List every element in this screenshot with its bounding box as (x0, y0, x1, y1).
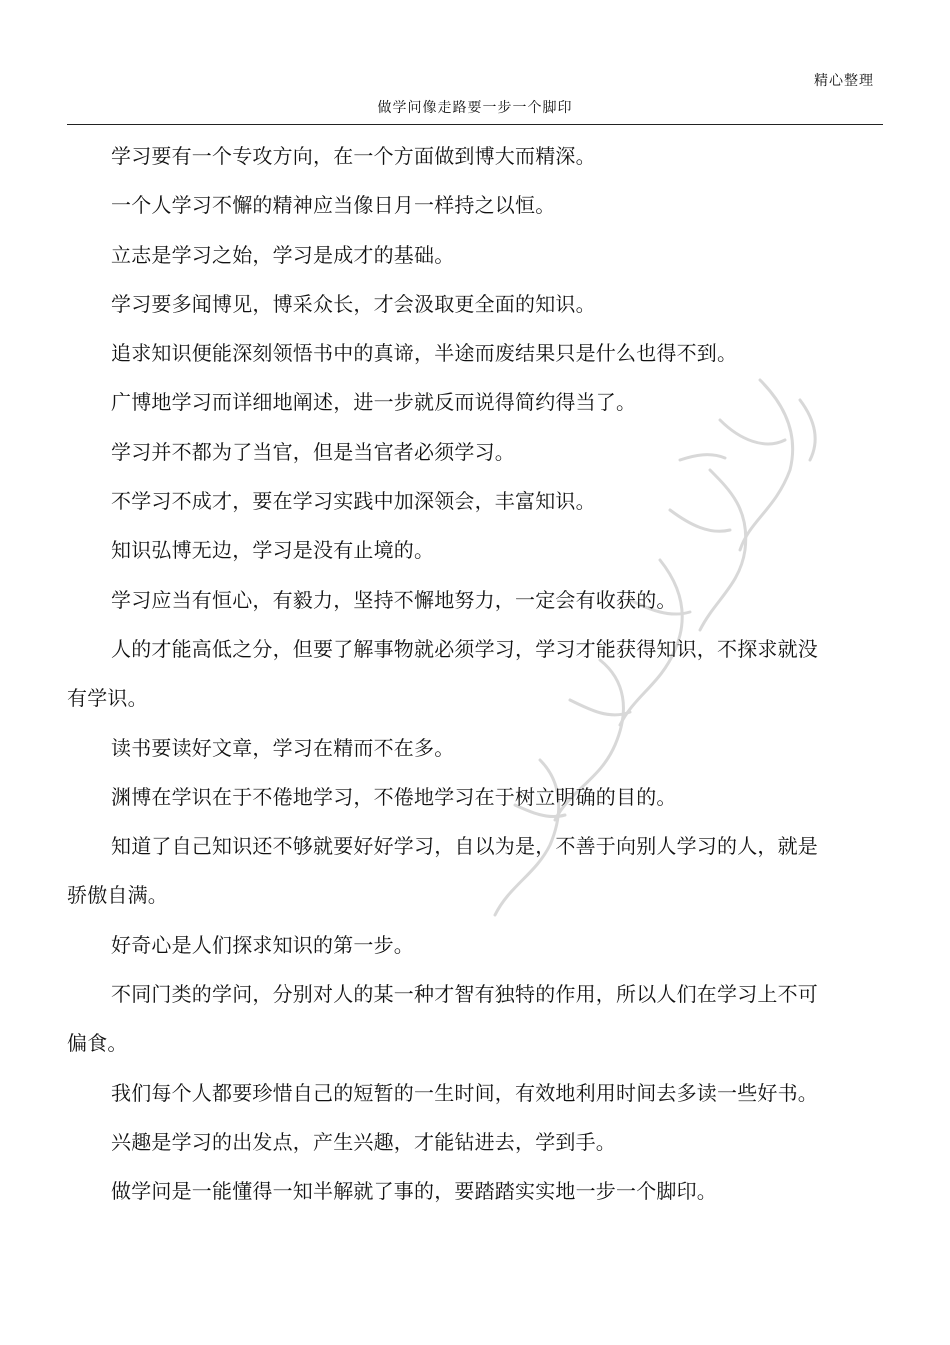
paragraph: 读书要读好文章，学习在精而不在多。 (111, 735, 455, 760)
paragraph: 立志是学习之始，学习是成才的基础。 (111, 242, 455, 267)
paragraph: 一个人学习不懈的精神应当像日月一样持之以恒。 (111, 193, 556, 218)
paragraph: 我们每个人都要珍惜自己的短暂的一生时间，有效地利用时间去多读一些好书。 (111, 1080, 818, 1105)
paragraph: 不学习不成才，要在学习实践中加深领会，丰富知识。 (111, 489, 596, 514)
paragraph: 好奇心是人们探求知识的第一步。 (111, 932, 414, 957)
header-label: 精心整理 (814, 73, 874, 89)
paragraph: 知道了自己知识还不够就要好好学习，自以为是，不善于向别人学习的人，就是骄傲自满。 (67, 834, 818, 908)
paragraph: 不同门类的学问，分别对人的某一种才智有独特的作用，所以人们在学习上不可偏食。 (67, 982, 818, 1056)
header-divider (67, 124, 883, 125)
paragraph: 追求知识便能深刻领悟书中的真谛，半途而废结果只是什么也得不到。 (111, 341, 738, 366)
paragraph: 学习要多闻博见，博采众长，才会汲取更全面的知识。 (111, 291, 596, 316)
paragraph: 渊博在学识在于不倦地学习，不倦地学习在于树立明确的目的。 (111, 784, 677, 809)
paragraph: 学习要有一个专攻方向，在一个方面做到博大而精深。 (111, 144, 596, 168)
document-body (67, 132, 827, 1217)
header-title: 做学问像走路要一步一个脚印 (377, 100, 573, 116)
paragraph: 学习应当有恒心，有毅力，坚持不懈地努力，一定会有收获的。 (111, 587, 677, 612)
paragraph: 做学问是一能懂得一知半解就了事的，要踏踏实实地一步一个脚印。 (111, 1179, 717, 1204)
paragraph: 广博地学习而详细地阐述，进一步就反而说得简约得当了。 (111, 390, 637, 415)
paragraph: 人的才能高低之分，但要了解事物就必须学习，学习才能获得知识，不探求就没有学识。 (67, 636, 818, 711)
paragraph: 兴趣是学习的出发点，产生兴趣，才能钻进去，学到手。 (111, 1129, 616, 1154)
paragraph: 学习并不都为了当官，但是当官者必须学习。 (111, 439, 515, 464)
paragraph: 知识弘博无边，学习是没有止境的。 (111, 538, 435, 563)
